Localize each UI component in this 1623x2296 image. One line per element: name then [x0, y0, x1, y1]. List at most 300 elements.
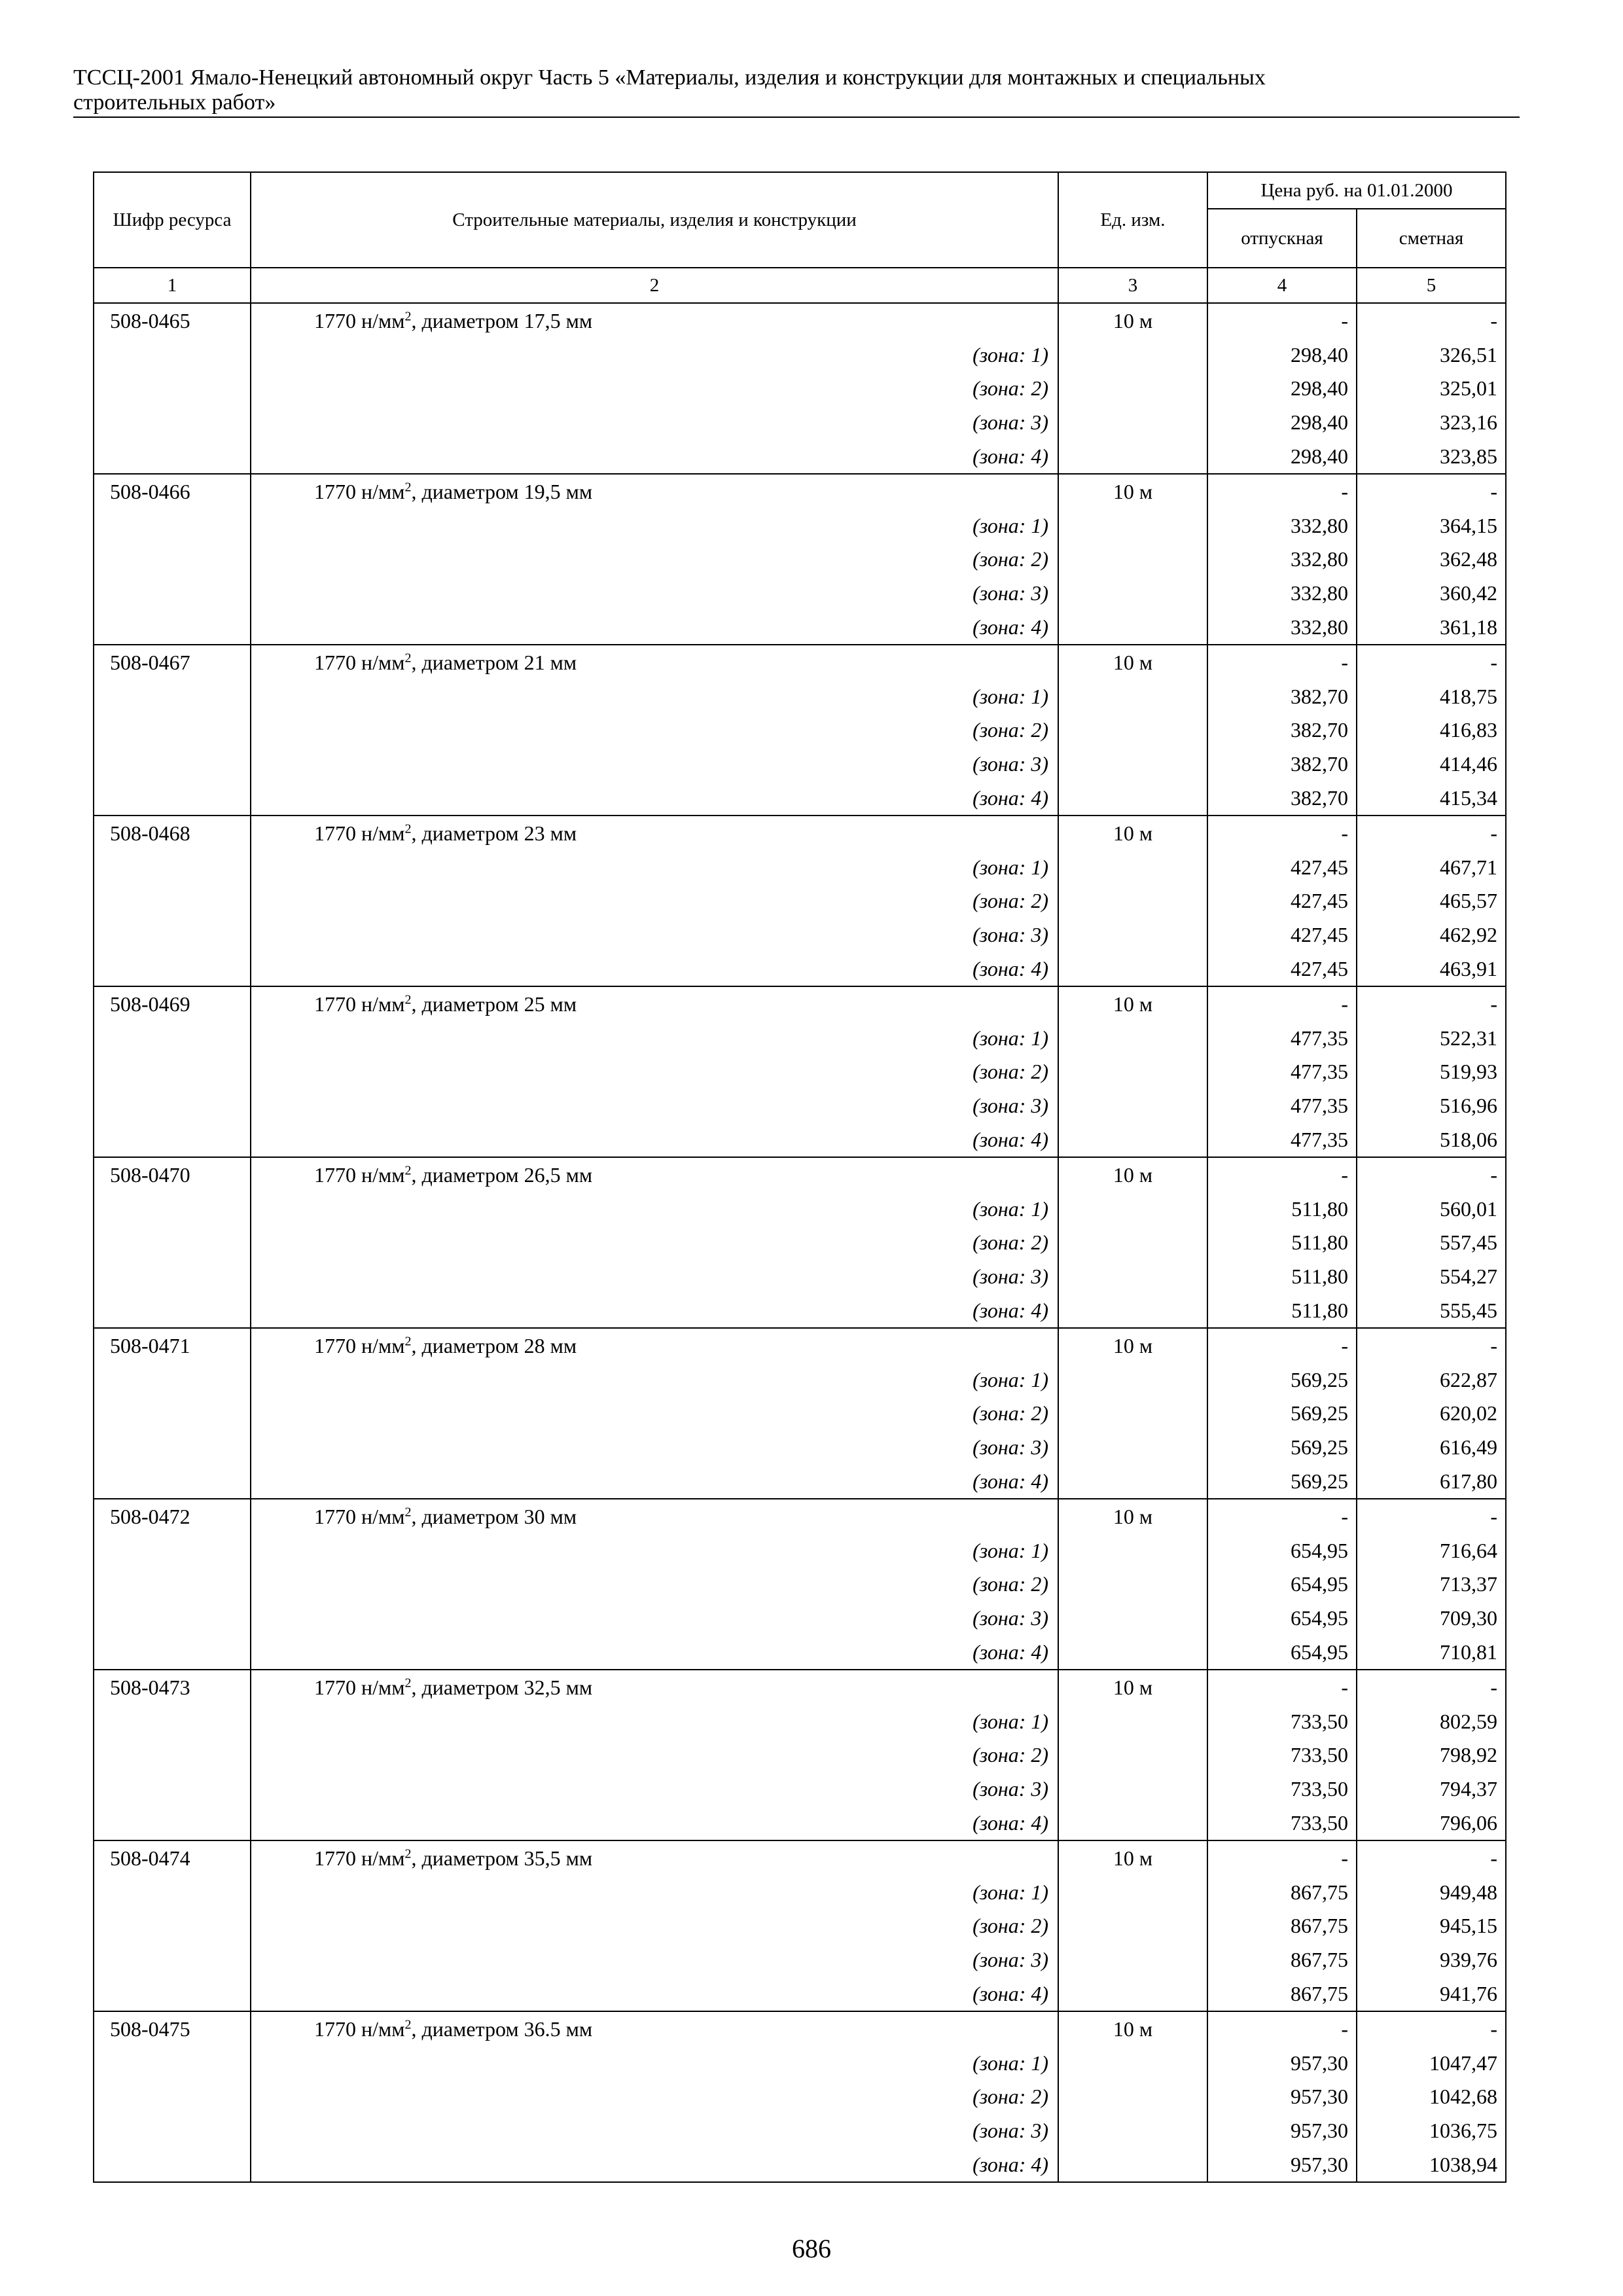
- header-code: Шифр ресурса: [94, 172, 251, 268]
- zone-label: (зона: 4): [251, 2147, 1058, 2182]
- estimate-price: 1042,68: [1357, 2079, 1506, 2113]
- resource-code-empty: [94, 405, 251, 439]
- material-name: [251, 474, 1058, 509]
- zone-row: [94, 439, 1506, 474]
- release-price: 427,45: [1207, 952, 1357, 986]
- unit-cell: 10 м: [1058, 303, 1207, 338]
- release-price: 654,95: [1207, 1601, 1357, 1635]
- unit-empty: [1058, 1635, 1207, 1670]
- zone-label: (зона: 2): [251, 884, 1058, 918]
- unit-empty: [1058, 1226, 1207, 1260]
- zone-row: [94, 1738, 1506, 1772]
- header-release-price: отпускная: [1207, 209, 1357, 268]
- table-row: [94, 645, 1506, 679]
- release-price: 867,75: [1207, 1875, 1357, 1909]
- unit-empty: [1058, 1021, 1207, 1055]
- unit-empty: [1058, 372, 1207, 406]
- material-name-superscript: 2: [404, 1163, 412, 1178]
- estimate-price: 414,46: [1357, 747, 1506, 781]
- resource-code-empty: [94, 1875, 251, 1909]
- material-name-suffix: , диаметром 35,5 мм: [411, 1846, 593, 1870]
- release-price: 382,70: [1207, 781, 1357, 816]
- zone-row: [94, 952, 1506, 986]
- zone-label: (зона: 4): [251, 1293, 1058, 1328]
- estimate-price: -: [1357, 645, 1506, 679]
- zone-row: [94, 884, 1506, 918]
- estimate-price: 465,57: [1357, 884, 1506, 918]
- estimate-price: 945,15: [1357, 1909, 1506, 1943]
- zone-row: [94, 1226, 1506, 1260]
- resource-code-empty: [94, 1909, 251, 1943]
- release-price: -: [1207, 816, 1357, 850]
- material-name-superscript: 2: [404, 1676, 412, 1691]
- release-price: 511,80: [1207, 1226, 1357, 1260]
- material-name-prefix: 1770 н/мм: [314, 821, 405, 845]
- estimate-price: -: [1357, 2011, 1506, 2046]
- resource-code: 508-0475: [94, 2011, 251, 2046]
- unit-cell: 10 м: [1058, 1157, 1207, 1192]
- material-name-superscript: 2: [404, 651, 412, 666]
- release-price: 477,35: [1207, 1055, 1357, 1089]
- zone-row: [94, 1601, 1506, 1635]
- material-name-suffix: , диаметром 36.5 мм: [411, 2017, 593, 2041]
- resource-code-empty: [94, 1055, 251, 1089]
- resource-code-empty: [94, 2113, 251, 2147]
- material-name-suffix: , диаметром 23 мм: [411, 821, 577, 845]
- column-number: 4: [1207, 268, 1357, 303]
- unit-cell: 10 м: [1058, 1499, 1207, 1534]
- zone-row: [94, 543, 1506, 577]
- zone-row: [94, 2079, 1506, 2113]
- release-price: 569,25: [1207, 1430, 1357, 1464]
- zone-label: (зона: 3): [251, 405, 1058, 439]
- zone-row: [94, 747, 1506, 781]
- estimate-price: 362,48: [1357, 543, 1506, 577]
- resource-code-empty: [94, 1259, 251, 1293]
- estimate-price: -: [1357, 1499, 1506, 1534]
- estimate-price: 555,45: [1357, 1293, 1506, 1328]
- resource-code: 508-0472: [94, 1499, 251, 1534]
- resource-code-empty: [94, 1430, 251, 1464]
- estimate-price: 554,27: [1357, 1259, 1506, 1293]
- resource-code-empty: [94, 1772, 251, 1806]
- column-number: 1: [94, 268, 251, 303]
- release-price: 733,50: [1207, 1704, 1357, 1738]
- zone-row: [94, 1430, 1506, 1464]
- zone-row: [94, 1875, 1506, 1909]
- zone-label: (зона: 4): [251, 1122, 1058, 1157]
- material-name: [251, 645, 1058, 679]
- estimate-price: 949,48: [1357, 1875, 1506, 1909]
- material-name-suffix: , диаметром 32,5 мм: [411, 1675, 593, 1699]
- zone-row: [94, 338, 1506, 372]
- unit-empty: [1058, 1363, 1207, 1397]
- zone-label: (зона: 4): [251, 1806, 1058, 1840]
- resource-code-empty: [94, 610, 251, 645]
- table-row: [94, 1840, 1506, 1875]
- zone-row: [94, 918, 1506, 952]
- resource-code-empty: [94, 1601, 251, 1635]
- table-row: [94, 1157, 1506, 1192]
- zone-label: (зона: 3): [251, 1943, 1058, 1977]
- release-price: -: [1207, 986, 1357, 1021]
- resource-code-empty: [94, 850, 251, 884]
- zone-row: [94, 1021, 1506, 1055]
- unit-empty: [1058, 884, 1207, 918]
- estimate-price: 522,31: [1357, 1021, 1506, 1055]
- material-name-superscript: 2: [404, 1505, 412, 1520]
- release-price: 477,35: [1207, 1021, 1357, 1055]
- material-name-suffix: , диаметром 17,5 мм: [411, 308, 593, 332]
- table-row: [94, 1670, 1506, 1704]
- material-name-prefix: 1770 н/мм: [314, 650, 405, 674]
- zone-row: [94, 1192, 1506, 1226]
- material-name-prefix: 1770 н/мм: [314, 308, 405, 332]
- unit-empty: [1058, 2147, 1207, 2182]
- estimate-price: 323,16: [1357, 405, 1506, 439]
- table-row: [94, 474, 1506, 509]
- unit-empty: [1058, 1293, 1207, 1328]
- estimate-price: 518,06: [1357, 1122, 1506, 1157]
- estimate-price: 709,30: [1357, 1601, 1506, 1635]
- release-price: 298,40: [1207, 405, 1357, 439]
- unit-empty: [1058, 543, 1207, 577]
- zone-label: (зона: 3): [251, 2113, 1058, 2147]
- zone-row: [94, 1772, 1506, 1806]
- unit-empty: [1058, 850, 1207, 884]
- unit-empty: [1058, 2079, 1207, 2113]
- unit-cell: 10 м: [1058, 474, 1207, 509]
- zone-label: (зона: 3): [251, 1772, 1058, 1806]
- resource-code-empty: [94, 338, 251, 372]
- material-name-suffix: , диаметром 19,5 мм: [411, 479, 593, 503]
- zone-row: [94, 509, 1506, 543]
- zone-label: (зона: 4): [251, 1977, 1058, 2011]
- resource-code-empty: [94, 1567, 251, 1601]
- zone-label: (зона: 3): [251, 918, 1058, 952]
- material-name: [251, 816, 1058, 850]
- unit-empty: [1058, 1738, 1207, 1772]
- resource-code-empty: [94, 1122, 251, 1157]
- release-price: 298,40: [1207, 338, 1357, 372]
- estimate-price: 1038,94: [1357, 2147, 1506, 2182]
- release-price: 332,80: [1207, 576, 1357, 610]
- release-price: -: [1207, 1670, 1357, 1704]
- header-price-group: Цена руб. на 01.01.2000: [1207, 172, 1506, 209]
- material-name-suffix: , диаметром 26,5 мм: [411, 1162, 593, 1187]
- resource-code-empty: [94, 1293, 251, 1328]
- estimate-price: 326,51: [1357, 338, 1506, 372]
- header-unit: Ед. изм.: [1058, 172, 1207, 268]
- release-price: 382,70: [1207, 679, 1357, 713]
- unit-empty: [1058, 1943, 1207, 1977]
- table-row: [94, 1499, 1506, 1534]
- zone-label: (зона: 3): [251, 1259, 1058, 1293]
- header-line-2: строительных работ»: [73, 90, 276, 115]
- material-name: [251, 303, 1058, 338]
- zone-label: (зона: 3): [251, 576, 1058, 610]
- release-price: 654,95: [1207, 1567, 1357, 1601]
- zone-row: [94, 610, 1506, 645]
- release-price: 569,25: [1207, 1464, 1357, 1499]
- unit-empty: [1058, 1055, 1207, 1089]
- zone-row: [94, 1088, 1506, 1122]
- estimate-price: 620,02: [1357, 1397, 1506, 1431]
- zone-row: [94, 2046, 1506, 2080]
- zone-row: [94, 1943, 1506, 1977]
- resource-code-empty: [94, 439, 251, 474]
- zone-row: [94, 1464, 1506, 1499]
- release-price: 332,80: [1207, 509, 1357, 543]
- estimate-price: 622,87: [1357, 1363, 1506, 1397]
- material-name-suffix: , диаметром 21 мм: [411, 650, 577, 674]
- unit-empty: [1058, 1875, 1207, 1909]
- material-name-superscript: 2: [404, 309, 412, 324]
- material-name: [251, 986, 1058, 1021]
- resource-code: 508-0468: [94, 816, 251, 850]
- zone-row: [94, 2147, 1506, 2182]
- zone-row: [94, 850, 1506, 884]
- zone-label: (зона: 1): [251, 850, 1058, 884]
- zone-label: (зона: 4): [251, 610, 1058, 645]
- estimate-price: 1047,47: [1357, 2046, 1506, 2080]
- zone-label: (зона: 2): [251, 1397, 1058, 1431]
- estimate-price: 713,37: [1357, 1567, 1506, 1601]
- estimate-price: -: [1357, 1670, 1506, 1704]
- resource-code-empty: [94, 543, 251, 577]
- release-price: 957,30: [1207, 2079, 1357, 2113]
- resource-code: 508-0470: [94, 1157, 251, 1192]
- estimate-price: -: [1357, 1328, 1506, 1363]
- material-name-prefix: 1770 н/мм: [314, 1846, 405, 1870]
- release-price: 332,80: [1207, 610, 1357, 645]
- table-row: [94, 1328, 1506, 1363]
- zone-label: (зона: 1): [251, 1021, 1058, 1055]
- estimate-price: 710,81: [1357, 1635, 1506, 1670]
- estimate-price: 364,15: [1357, 509, 1506, 543]
- release-price: 427,45: [1207, 884, 1357, 918]
- resource-code-empty: [94, 781, 251, 816]
- header-line-1: ТССЦ-2001 Ямало-Ненецкий автономный округ Часть 5 «Материалы, изделия и конструкции для монтажных и специальных: [73, 65, 1266, 90]
- estimate-price: 416,83: [1357, 713, 1506, 747]
- release-price: 654,95: [1207, 1534, 1357, 1568]
- release-price: 654,95: [1207, 1635, 1357, 1670]
- release-price: 511,80: [1207, 1192, 1357, 1226]
- zone-label: (зона: 1): [251, 1534, 1058, 1568]
- estimate-price: -: [1357, 303, 1506, 338]
- release-price: 298,40: [1207, 439, 1357, 474]
- zone-label: (зона: 3): [251, 1601, 1058, 1635]
- material-name-suffix: , диаметром 28 мм: [411, 1333, 577, 1357]
- release-price: 332,80: [1207, 543, 1357, 577]
- resource-code-empty: [94, 2079, 251, 2113]
- estimate-price: -: [1357, 816, 1506, 850]
- unit-empty: [1058, 781, 1207, 816]
- resource-code-empty: [94, 509, 251, 543]
- estimate-price: 616,49: [1357, 1430, 1506, 1464]
- release-price: -: [1207, 1499, 1357, 1534]
- resource-code-empty: [94, 713, 251, 747]
- resource-code-empty: [94, 372, 251, 406]
- zone-label: (зона: 2): [251, 543, 1058, 577]
- resource-code-empty: [94, 1397, 251, 1431]
- zone-label: (зона: 3): [251, 1088, 1058, 1122]
- estimate-price: 941,76: [1357, 1977, 1506, 2011]
- estimate-price: 519,93: [1357, 1055, 1506, 1089]
- estimate-price: -: [1357, 474, 1506, 509]
- material-name: [251, 2011, 1058, 2046]
- resource-code-empty: [94, 2147, 251, 2182]
- table-row: [94, 986, 1506, 1021]
- resource-code-empty: [94, 679, 251, 713]
- unit-empty: [1058, 1806, 1207, 1840]
- estimate-price: -: [1357, 1157, 1506, 1192]
- unit-empty: [1058, 1567, 1207, 1601]
- resource-code-empty: [94, 1704, 251, 1738]
- zone-label: (зона: 1): [251, 1192, 1058, 1226]
- release-price: -: [1207, 474, 1357, 509]
- resource-code-empty: [94, 2046, 251, 2080]
- unit-empty: [1058, 1704, 1207, 1738]
- material-name-prefix: 1770 н/мм: [314, 2017, 405, 2041]
- material-name-prefix: 1770 н/мм: [314, 1333, 405, 1357]
- unit-empty: [1058, 1601, 1207, 1635]
- material-name-superscript: 2: [404, 992, 412, 1007]
- release-price: 957,30: [1207, 2113, 1357, 2147]
- unit-empty: [1058, 1772, 1207, 1806]
- unit-empty: [1058, 747, 1207, 781]
- release-price: -: [1207, 1328, 1357, 1363]
- zone-label: (зона: 1): [251, 1875, 1058, 1909]
- estimate-price: 418,75: [1357, 679, 1506, 713]
- resource-code-empty: [94, 1464, 251, 1499]
- table-row: [94, 303, 1506, 338]
- release-price: -: [1207, 1157, 1357, 1192]
- estimate-price: 560,01: [1357, 1192, 1506, 1226]
- unit-empty: [1058, 1464, 1207, 1499]
- material-name-prefix: 1770 н/мм: [314, 1504, 405, 1528]
- zone-label: (зона: 1): [251, 679, 1058, 713]
- zone-label: (зона: 2): [251, 2079, 1058, 2113]
- zone-label: (зона: 4): [251, 781, 1058, 816]
- material-name-superscript: 2: [404, 1334, 412, 1349]
- unit-empty: [1058, 1430, 1207, 1464]
- release-price: 569,25: [1207, 1363, 1357, 1397]
- unit-cell: 10 м: [1058, 1670, 1207, 1704]
- estimate-price: -: [1357, 1840, 1506, 1875]
- zone-label: (зона: 1): [251, 338, 1058, 372]
- release-price: 867,75: [1207, 1909, 1357, 1943]
- estimate-price: 557,45: [1357, 1226, 1506, 1260]
- unit-empty: [1058, 1397, 1207, 1431]
- resource-code: 508-0465: [94, 303, 251, 338]
- zone-label: (зона: 1): [251, 2046, 1058, 2080]
- release-price: -: [1207, 303, 1357, 338]
- unit-empty: [1058, 439, 1207, 474]
- material-name-prefix: 1770 н/мм: [314, 479, 405, 503]
- release-price: 477,35: [1207, 1088, 1357, 1122]
- zone-label: (зона: 2): [251, 372, 1058, 406]
- estimate-price: -: [1357, 986, 1506, 1021]
- table-header: [94, 172, 1506, 303]
- estimate-price: 325,01: [1357, 372, 1506, 406]
- unit-empty: [1058, 1259, 1207, 1293]
- resource-code-empty: [94, 1363, 251, 1397]
- estimate-price: 802,59: [1357, 1704, 1506, 1738]
- resource-code: 508-0466: [94, 474, 251, 509]
- release-price: 733,50: [1207, 1772, 1357, 1806]
- zone-row: [94, 1293, 1506, 1328]
- zone-row: [94, 1397, 1506, 1431]
- estimate-price: 516,96: [1357, 1088, 1506, 1122]
- resource-code-empty: [94, 1806, 251, 1840]
- page-number: 686: [792, 2234, 831, 2263]
- release-price: 511,80: [1207, 1259, 1357, 1293]
- zone-label: (зона: 4): [251, 439, 1058, 474]
- estimate-price: 463,91: [1357, 952, 1506, 986]
- material-name: [251, 1499, 1058, 1534]
- release-price: -: [1207, 1840, 1357, 1875]
- material-name-prefix: 1770 н/мм: [314, 1162, 405, 1187]
- table-body: [94, 303, 1506, 2182]
- zone-label: (зона: 4): [251, 952, 1058, 986]
- zone-label: (зона: 2): [251, 1567, 1058, 1601]
- zone-row: [94, 1635, 1506, 1670]
- zone-row: [94, 1977, 1506, 2011]
- zone-label: (зона: 4): [251, 1464, 1058, 1499]
- material-name-superscript: 2: [404, 480, 412, 495]
- price-table: [93, 171, 1507, 2183]
- resource-code-empty: [94, 1192, 251, 1226]
- zone-row: [94, 2113, 1506, 2147]
- estimate-price: 794,37: [1357, 1772, 1506, 1806]
- table-row: [94, 2011, 1506, 2046]
- resource-code: 508-0474: [94, 1840, 251, 1875]
- release-price: 569,25: [1207, 1397, 1357, 1431]
- estimate-price: 323,85: [1357, 439, 1506, 474]
- estimate-price: 360,42: [1357, 576, 1506, 610]
- release-price: 867,75: [1207, 1977, 1357, 2011]
- unit-empty: [1058, 338, 1207, 372]
- resource-code-empty: [94, 1534, 251, 1568]
- resource-code-empty: [94, 952, 251, 986]
- zone-row: [94, 576, 1506, 610]
- estimate-price: 617,80: [1357, 1464, 1506, 1499]
- zone-row: [94, 1567, 1506, 1601]
- estimate-price: 716,64: [1357, 1534, 1506, 1568]
- unit-cell: 10 м: [1058, 645, 1207, 679]
- unit-empty: [1058, 2113, 1207, 2147]
- release-price: -: [1207, 645, 1357, 679]
- estimate-price: 939,76: [1357, 1943, 1506, 1977]
- release-price: 298,40: [1207, 372, 1357, 406]
- release-price: 382,70: [1207, 713, 1357, 747]
- zone-label: (зона: 2): [251, 1226, 1058, 1260]
- estimate-price: 467,71: [1357, 850, 1506, 884]
- material-name-prefix: 1770 н/мм: [314, 1675, 405, 1699]
- resource-code: 508-0473: [94, 1670, 251, 1704]
- unit-cell: 10 м: [1058, 986, 1207, 1021]
- zone-label: (зона: 2): [251, 713, 1058, 747]
- resource-code: 508-0467: [94, 645, 251, 679]
- unit-empty: [1058, 610, 1207, 645]
- zone-row: [94, 1806, 1506, 1840]
- column-number: 5: [1357, 268, 1506, 303]
- release-price: 733,50: [1207, 1806, 1357, 1840]
- resource-code-empty: [94, 1021, 251, 1055]
- material-name: [251, 1328, 1058, 1363]
- zone-row: [94, 1259, 1506, 1293]
